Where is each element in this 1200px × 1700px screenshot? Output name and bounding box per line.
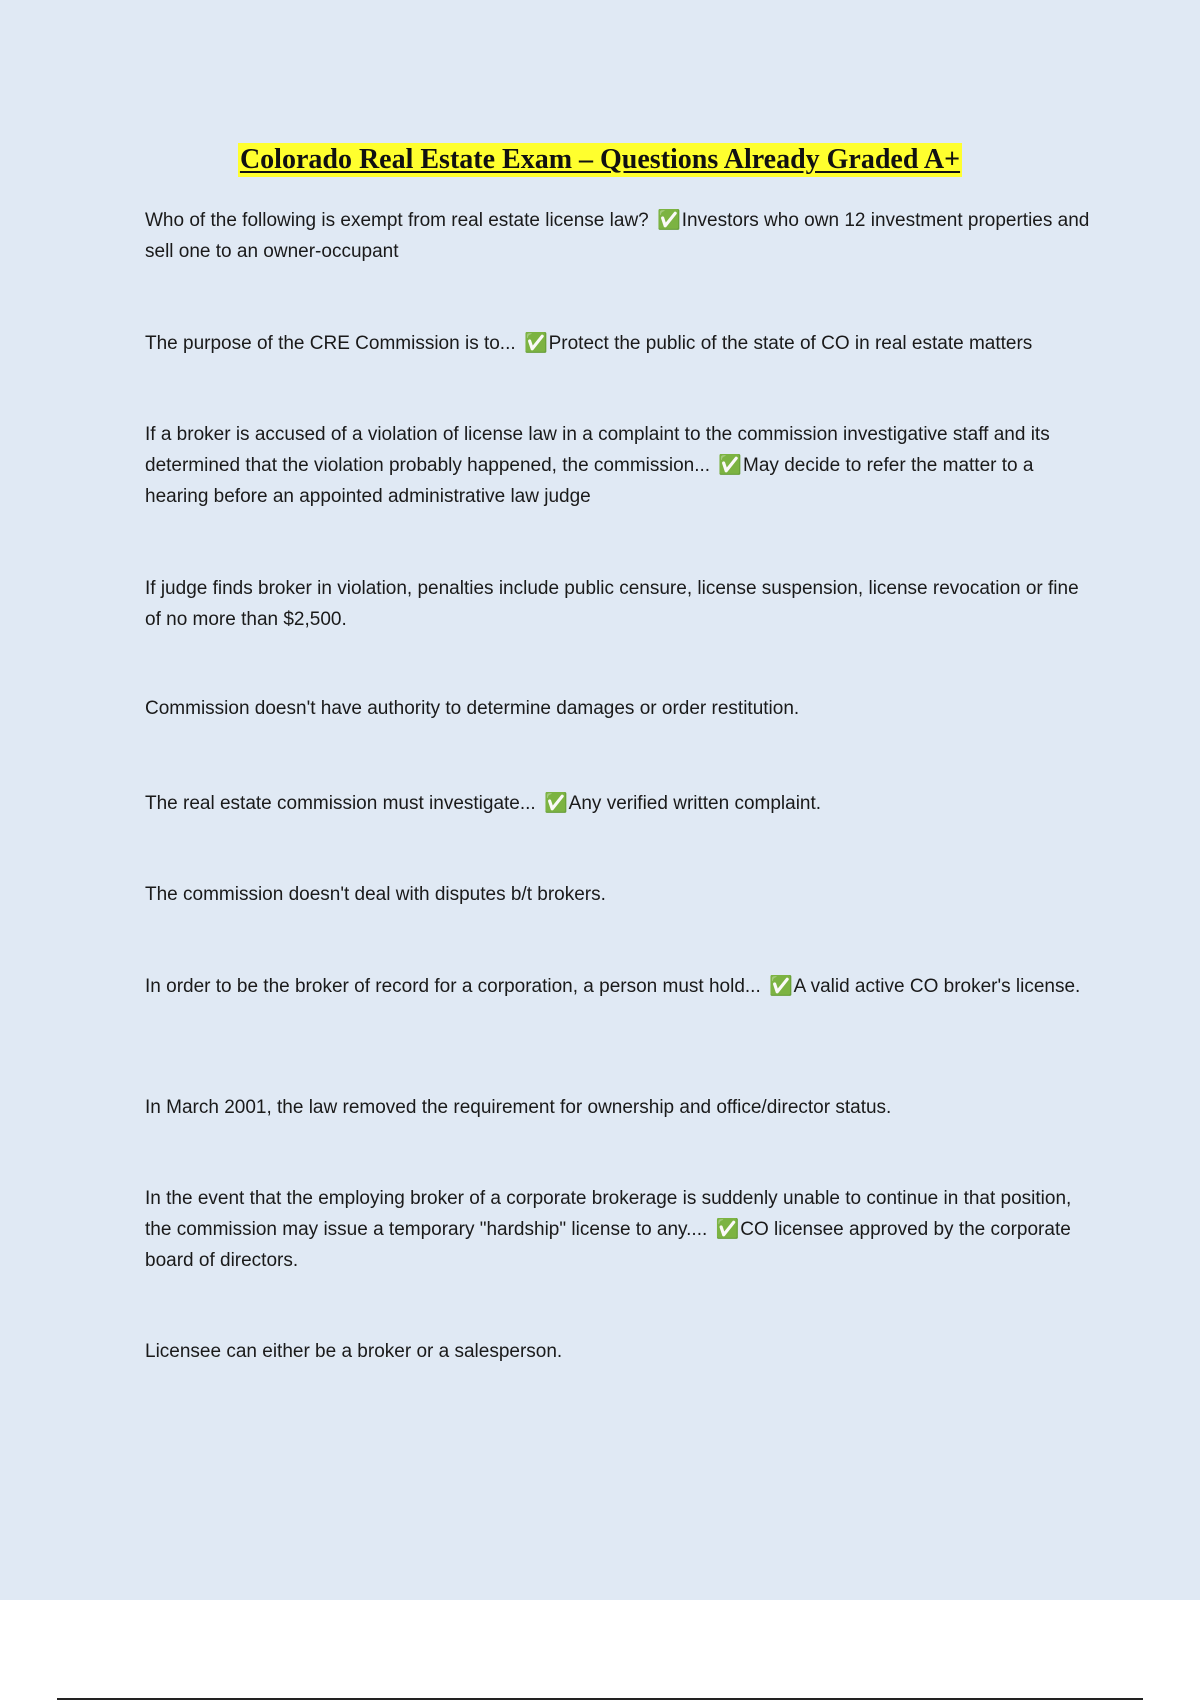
qa-entry-1 <box>145 205 1095 267</box>
question-text: In the event that the employing broker of a corporate brokerage is suddenly unable to continue in that position, the commission may issue a temporary "hardship" license to any.... <box>145 1188 1072 1240</box>
statement-entry-7 <box>145 879 1095 910</box>
answer-text: Investors who own 12 investment properties and sell one to an owner-occupant <box>145 210 1090 262</box>
check-icon: ✅ <box>523 333 548 354</box>
qa-entry-10 <box>145 1183 1095 1276</box>
check-icon: ✅ <box>769 976 793 997</box>
qa-entry-3 <box>145 419 1095 512</box>
answer-text: A valid active CO broker's license. <box>793 976 1081 997</box>
answer-text: CO licensee approved by the corporate board of directors. <box>145 1219 1071 1271</box>
check-icon: ✅ <box>657 210 681 231</box>
check-icon: ✅ <box>715 1219 740 1240</box>
statement-text: Licensee can either be a broker or a salesperson. <box>145 1341 563 1362</box>
statement-entry-11 <box>145 1336 1095 1367</box>
statement-text: Commission doesn't have authority to determine damages or order restitution. <box>145 698 800 719</box>
question-text: The real estate commission must investigate... <box>145 793 536 814</box>
question-text: If a broker is accused of a violation of license law in a complaint to the commission investigative staff and its determined that the violation probably happened, the commission... <box>145 424 1050 476</box>
statement-entry-5 <box>145 693 1095 724</box>
check-icon: ✅ <box>718 455 743 476</box>
answer-text: Any verified written complaint. <box>568 793 822 814</box>
answer-text: May decide to refer the matter to a hearing before an appointed administrative law judge <box>145 455 1034 507</box>
statement-entry-4 <box>145 573 1095 635</box>
statement-text: In March 2001, the law removed the requirement for ownership and office/director status. <box>145 1097 892 1118</box>
answer-text: Protect the public of the state of CO in real estate matters <box>548 333 1033 354</box>
qa-entry-2 <box>145 328 1095 359</box>
qa-entry-8 <box>145 971 1095 1002</box>
statement-entry-9 <box>145 1092 1095 1123</box>
title-block <box>0 143 1200 177</box>
statement-text: The commission doesn't deal with disputes b/t brokers. <box>145 884 606 905</box>
check-icon: ✅ <box>544 793 568 814</box>
statement-text: If judge finds broker in violation, penalties include public censure, license suspension, license revocation or fine of no more than $2,500. <box>145 578 1079 630</box>
qa-entry-6 <box>145 788 1095 819</box>
question-text: In order to be the broker of record for a corporation, a person must hold... <box>145 976 761 997</box>
question-text: Who of the following is exempt from real estate license law? <box>145 210 649 231</box>
question-text: The purpose of the CRE Commission is to... <box>145 333 516 354</box>
document-title: Colorado Real Estate Exam – Questions Already Graded A+ <box>239 144 961 175</box>
